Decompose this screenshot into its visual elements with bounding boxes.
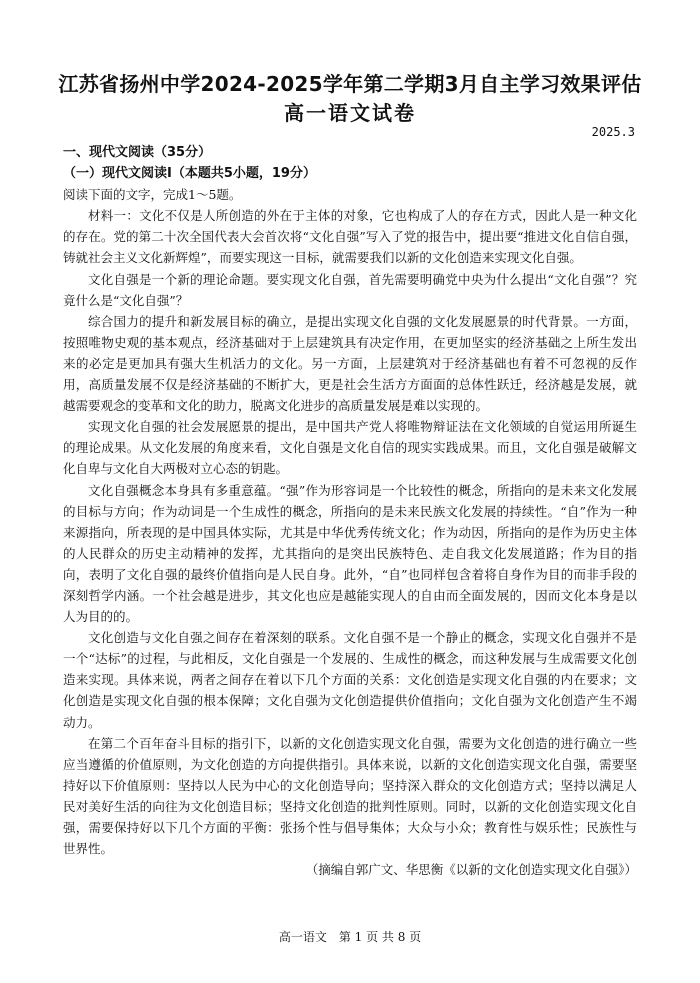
paragraph-1: 材料一：文化不仅是人所创造的外在于主体的对象，它也构成了人的存在方式，因此人是一种文化的存在。党的第二十次全国代表大会首次将“文化自强”写入了党的报告中，提出要“推进文化自信自强，铸就社会主义文化新辉煌”，而要实现这一目标，就需要我们以新的文化创造来实现文化自强。 [63, 208, 637, 266]
paragraph-2: 文化自强是一个新的理论命题。要实现文化自强，首先需要明确党中央为什么提出“文化自强”？究竟什么是“文化自强”？ [63, 271, 637, 308]
reading-instruction: 阅读下面的文字，完成1～5题。 [63, 187, 242, 203]
exam-title: 江苏省扬州中学2024-2025学年第二学期3月自主学习效果评估 [58, 72, 642, 96]
paragraph-7: 在第二个百年奋斗目标的指引下，以新的文化创造实现文化自强，需要为文化创造的进行确立一些应当遵循的价值原则，为文化创造的方向提供指引。具体来说，以新的文化创造实现文化自强，需要坚持好以下价值原则：坚持以人民为中心的文化创造导向；坚持深入群众的文化创造方式；坚持以满足人民对美好生活的向往为文化创造目标；坚持文化创造的批判性原则。同时，以新的文化创造实现文化自强，需要保持好以下几个方面的平衡：张扬个性与倡导集体；大众与小众；教育性与娱乐性；民族性与世界性。 [63, 735, 637, 857]
paragraph-3: 综合国力的提升和新发展目标的确立，是提出实现文化自强的文化发展愿景的时代背景。一方面，按照唯物史观的基本观点，经济基础对于上层建筑具有决定作用，在更加坚实的经济基础之上所生发出来的必定是更加具有强大生机活力的文化。另一方面，上层建筑对于经济基础也有着不可忽视的反作用，高质量发展不仅是经济基础的不断扩大，更是社会生活方方面面的总体性跃迁，经济越是发展，就越需要观念的变革和文化的助力，脱离文化进步的高质量发展是难以实现的。 [63, 313, 637, 414]
page-footer: 高一语文 第 1 页 共 8 页 [278, 930, 422, 944]
paragraph-4: 实现文化自强的社会发展愿景的提出，是中国共产党人将唯物辩证法在文化领域的自觉运用所诞生的理论成果。从文化发展的角度来看，文化自强是文化自信的现实实践成果。而且，文化自强是破解文化自卑与文化自大两极对立心态的钥匙。 [63, 419, 637, 477]
subsection-heading: （一）现代文阅读Ⅰ（本题共5小题，19分） [63, 166, 316, 182]
paragraph-5: 文化自强概念本身具有多重意蕴。“强”作为形容词是一个比较性的概念，所指向的是未来文化发展的目标与方向；作为动词是一个生成性的概念，所指向的是未来民族文化发展的持续性。“自”作为一种来源指向，所表现的是中国具体实际，尤其是中华优秀传统文化；作为动因，所指向的是作为历史主体的人民群众的历史主动精神的发挥，尤其指向的是突出民族特色、走自我文化发展道路；作为目的指向，表明了文化自强的最终价值指向是人民自身。此外，“自”也同样包含着将自身作为目的而非手段的深刻哲学内涵。一个社会越是进步，其文化也应是越能实现人的自由而全面发展的，因而文化本身是以人为目的的。 [63, 482, 637, 625]
section-heading: 一、现代文阅读（35分） [63, 145, 212, 160]
source-citation: （摘编自郭广文、华思衡《以新的文化创造实现文化自强》） [305, 862, 637, 878]
exam-date: 2025.3 [591, 125, 635, 139]
paragraph-6: 文化创造与文化自强之间存在着深刻的联系。文化自强不是一个静止的概念，实现文化自强并不是一个“达标”的过程，与此相反，文化自强是一个发展的、生成性的概念，而这种发展与生成需要文化创造来实现。具体来说，两者之间存在着以下几个方面的关系：文化创造是实现文化自强的内在要求；文化创造是实现文化自强的根本保障；文化自强为文化创造提供价值指向；文化自强为文化创造产生不竭动力。 [63, 630, 637, 730]
passage-body [63, 142, 637, 880]
exam-subtitle: 高一语文试卷 [284, 101, 416, 125]
